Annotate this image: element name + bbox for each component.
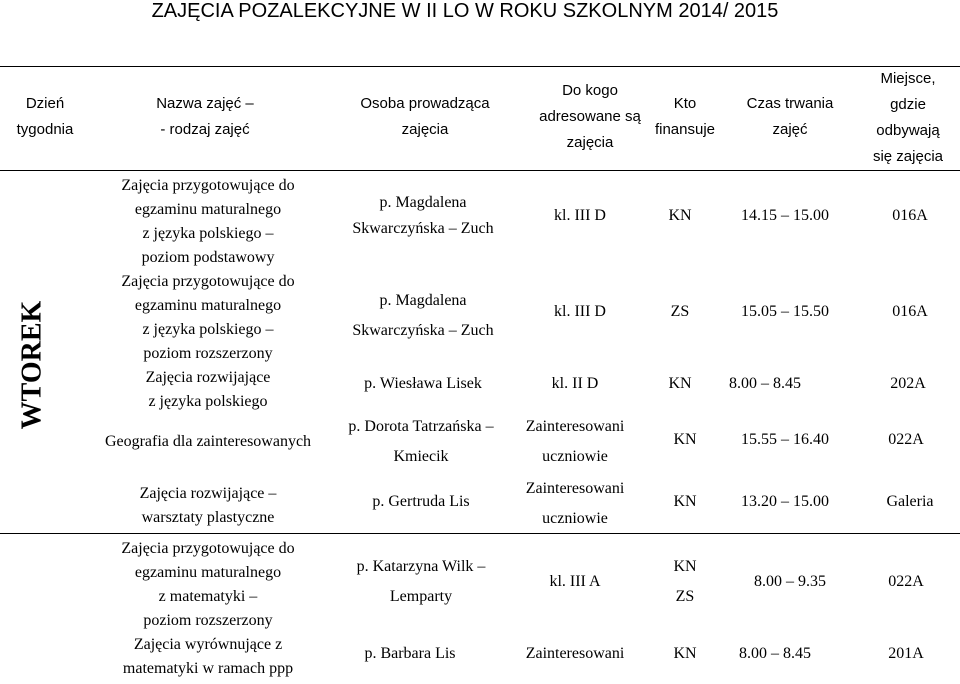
- header-funding-line2: finansuje: [654, 121, 716, 138]
- header-day: [2, 94, 88, 140]
- day-label: [0, 180, 64, 550]
- header-teacher-line1: Osoba prowadząca: [360, 95, 490, 112]
- document-title: ZAJĘCIA POZALEKCYJNE W II LO W ROKU SZKOLNYM 2014/ 2015: [151, 0, 779, 22]
- row2-funding: ZS: [670, 303, 690, 320]
- row5-name: [80, 482, 336, 530]
- row7-time: 8.00 – 8.45: [739, 645, 811, 662]
- header-audience-line3: zajęcia: [566, 134, 614, 151]
- row1-funding: KN: [668, 207, 692, 224]
- cell-line: uczniowie: [542, 448, 608, 465]
- cell-line: Skwarczyńska – Zuch: [352, 220, 494, 237]
- day-text: WTOREK: [16, 300, 47, 430]
- row4-place: 022A: [888, 431, 924, 448]
- row2-audience: kl. III D: [554, 303, 606, 320]
- header-place: [856, 66, 960, 170]
- header-place-line3: odbywają: [876, 122, 940, 139]
- header-teacher: [330, 94, 520, 140]
- cell-line: z języka polskiego –: [142, 225, 274, 242]
- header-place-line1: Miejsce,: [880, 70, 936, 87]
- header-top-rule: [0, 66, 960, 67]
- row3-audience: kl. II D: [551, 375, 599, 392]
- cell-line: Skwarczyńska – Zuch: [352, 322, 494, 339]
- row5-teacher: p. Gertruda Lis: [372, 493, 470, 510]
- header-name: [110, 94, 300, 140]
- row3-place: 202A: [890, 375, 926, 392]
- row7-audience: Zainteresowani: [525, 645, 625, 662]
- row2-place: 016A: [892, 303, 928, 320]
- row6-place: 022A: [888, 573, 924, 590]
- cell-line: Lemparty: [389, 588, 453, 605]
- cell-line: egzaminu maturalnego: [134, 564, 282, 581]
- header-day-line1: Dzień: [25, 95, 65, 112]
- header-name-line2: - rodzaj zajęć: [160, 121, 250, 138]
- row4-audience: [510, 412, 640, 472]
- row4-funding: KN: [673, 431, 697, 448]
- cell-line: p. Katarzyna Wilk –: [356, 558, 486, 575]
- cell-line: Zainteresowani: [525, 480, 625, 497]
- header-place-line4: się zajęcia: [872, 148, 944, 165]
- cell-line: poziom rozszerzony: [143, 345, 273, 362]
- header-audience-line1: Do kogo: [562, 82, 618, 99]
- row6-teacher: [326, 552, 516, 612]
- cell-line: Zajęcia wyrównujące z: [133, 636, 283, 653]
- header-time: [730, 94, 850, 140]
- row4-teacher: [326, 412, 516, 472]
- row5-time: 13.20 – 15.00: [741, 493, 829, 510]
- row2-name: [80, 270, 336, 366]
- row5-funding: KN: [673, 493, 697, 510]
- cell-line: p. Magdalena: [379, 194, 467, 211]
- row2-time: 15.05 – 15.50: [741, 303, 829, 320]
- row6-name: [80, 537, 336, 633]
- header-place-line2: gdzie: [890, 96, 926, 113]
- row7-teacher: p. Barbara Lis: [364, 645, 456, 662]
- row1-audience: kl. III D: [554, 207, 606, 224]
- cell-line: ZS: [675, 588, 695, 605]
- header-audience-line2: adresowane są: [539, 108, 641, 125]
- cell-line: egzaminu maturalnego: [134, 201, 282, 218]
- cell-line: KN: [673, 558, 697, 575]
- row3-time: 8.00 – 8.45: [729, 375, 801, 392]
- row4-time: 15.55 – 16.40: [741, 431, 829, 448]
- cell-line: z matematyki –: [158, 588, 258, 605]
- row1-name: [80, 174, 336, 270]
- header-time-line1: Czas trwania: [746, 95, 834, 112]
- cell-line: warsztaty plastyczne: [141, 509, 275, 526]
- row7-funding: KN: [673, 645, 697, 662]
- header-time-line2: zajęć: [772, 121, 808, 138]
- header-teacher-line2: zajęcia: [401, 121, 449, 138]
- row3-funding: KN: [668, 375, 692, 392]
- row6-audience: kl. III A: [549, 573, 601, 590]
- cell-line: p. Dorota Tatrzańska –: [348, 418, 494, 435]
- cell-line: z języka polskiego: [148, 393, 268, 410]
- row7-name: [80, 633, 336, 681]
- cell-line: Zajęcia przygotowujące do: [121, 177, 295, 194]
- row2-teacher: [326, 286, 520, 346]
- row1-teacher: [326, 190, 520, 242]
- row1-time: 14.15 – 15.00: [741, 207, 829, 224]
- header-funding-line1: Kto: [673, 95, 697, 112]
- header-bottom-rule: [0, 170, 960, 171]
- row4-name: Geografia dla zainteresowanych: [104, 433, 312, 450]
- row7-place: 201A: [888, 645, 924, 662]
- row5-audience: [510, 474, 640, 534]
- cell-line: p. Magdalena: [379, 292, 467, 309]
- section-divider-rule: [0, 533, 960, 534]
- row5-place: Galeria: [886, 493, 934, 510]
- cell-line: uczniowie: [542, 510, 608, 527]
- cell-line: poziom rozszerzony: [143, 612, 273, 629]
- cell-line: Zajęcia przygotowujące do: [121, 540, 295, 557]
- header-name-line1: Nazwa zajęć –: [156, 95, 254, 112]
- cell-line: matematyki w ramach ppp: [122, 660, 294, 677]
- header-funding: [640, 94, 730, 140]
- row3-name: [80, 366, 336, 414]
- cell-line: Zajęcia rozwijające –: [139, 485, 277, 502]
- cell-line: Zajęcia przygotowujące do: [121, 273, 295, 290]
- row3-teacher: p. Wiesława Lisek: [364, 375, 482, 392]
- header-day-line2: tygodnia: [16, 121, 74, 138]
- cell-line: z języka polskiego –: [142, 321, 274, 338]
- cell-line: Zajęcia rozwijające: [145, 369, 271, 386]
- row1-place: 016A: [892, 207, 928, 224]
- cell-line: egzaminu maturalnego: [134, 297, 282, 314]
- cell-line: Kmiecik: [393, 448, 449, 465]
- cell-line: Zainteresowani: [525, 418, 625, 435]
- row6-time: 8.00 – 9.35: [754, 573, 826, 590]
- cell-line: poziom podstawowy: [141, 249, 275, 266]
- row6-funding: [655, 552, 715, 612]
